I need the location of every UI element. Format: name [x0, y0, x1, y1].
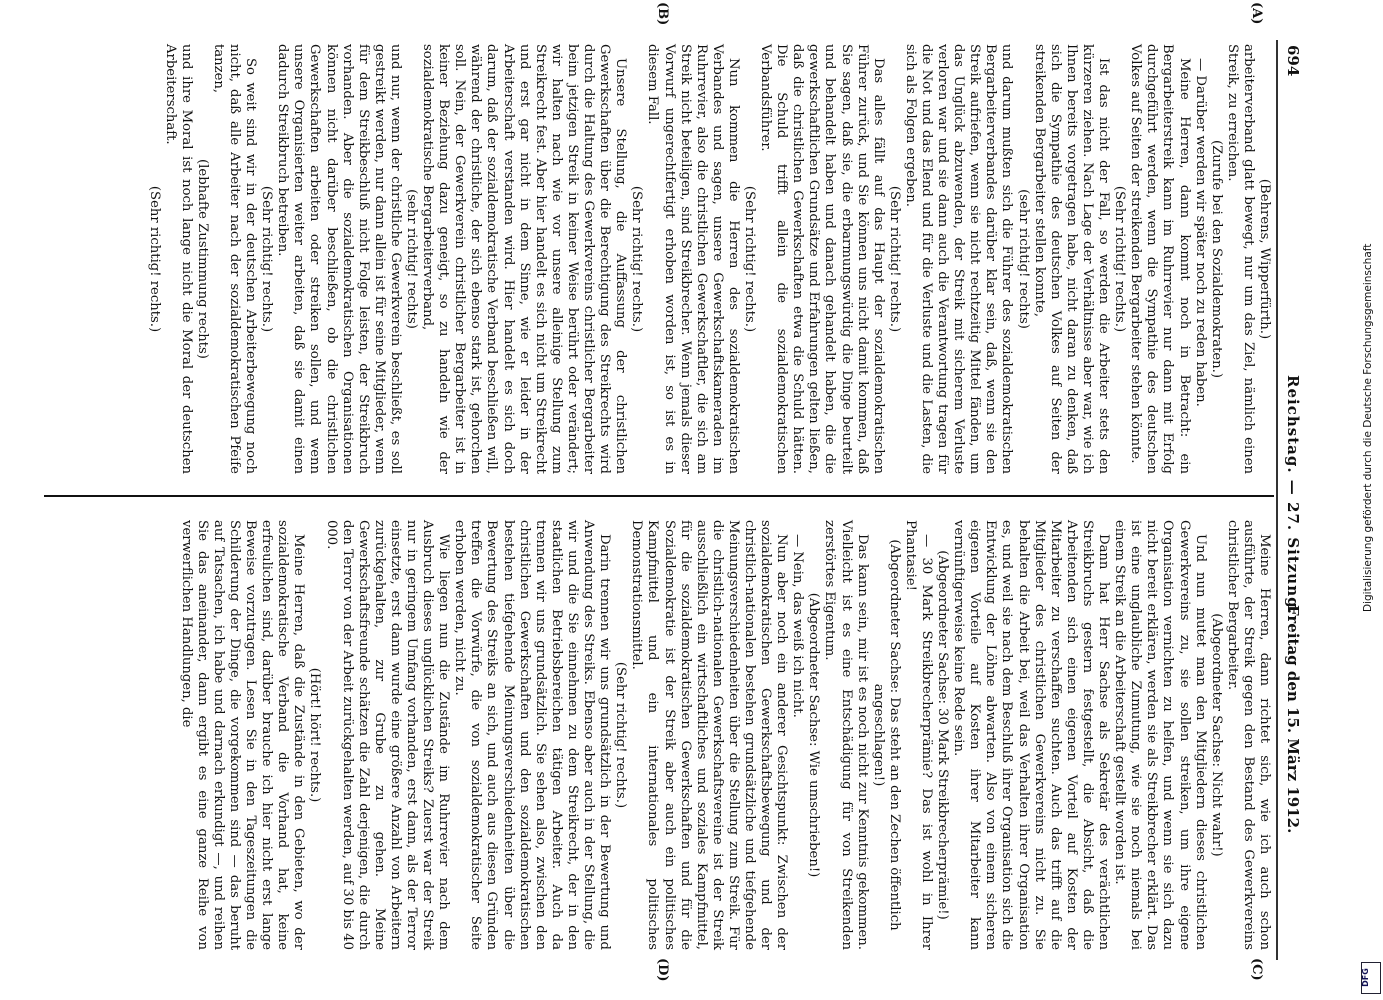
interjection: (Hört! hört! rechts.) [307, 667, 323, 803]
paragraph: Das kann sein, mir ist es noch nicht zur Kenntnis gekommen. Vielleicht ist es eine Entschädigung für von Streikenden zerstörtes Eigentum. [822, 520, 870, 950]
paragraph: Nun aber noch ein anderer Gesichtspunkt: Zwischen der sozialdemokratischen Gewerkschaftsbewegung und der christlich-nationalen bestehen grundsätzliche und tiefgehende Meinungsverschiedenheiten über die Stellung zum Streik. Für die christlich-nationalen Gewerkschaftsvereine ist der Streik ausschließlich ein wirtschaftliches und soziales Kampfmittel, für die sozialdemokratischen Gewerkschaften und für die Sozialdemokratie ist der Streik aber auch ein politisches Kampfmittel und ein internationales politisches Demonstrationsmittel. [629, 520, 790, 950]
interjection: (Sehr richtig! rechts.) [886, 185, 902, 333]
interjection: (Abgeordneter Sachse: Wie umschrieben!) [806, 592, 822, 878]
paragraph: Meine Herren, dann richtet sich, wie ich auch schon ausführte, der Streik gegen den Bestand des Gewerkvereins christlicher Bergarbeiter. [1224, 520, 1272, 950]
interjection: (Abgeordneter Sachse: Nicht wahr!) [1208, 613, 1224, 857]
interjection: (Sehr richtig! rechts.) [259, 185, 275, 333]
paragraph: — Nein, das weiß ich nicht. [790, 534, 806, 718]
paragraph: So weit sind wir in der deutschen Arbeiterbewegung noch nicht, daß alle Arbeiter nach der sozialdemokratischen Pfeife tanzen, [210, 44, 259, 474]
header-date: Freitag den 15. März 1912. [1284, 605, 1302, 834]
paragraph: arbeiterverband glatt bewegt, nur um das Ziel, nämlich einen Streik, zu erreichen. [1224, 44, 1256, 474]
dfg-logo-text: DFG [1360, 968, 1370, 987]
paragraph: — 30 Mark Streikbrecherprämie? Das ist wohl in Ihrer Phantasie! [902, 520, 935, 950]
paragraph: Dann hat Herr Sachse als Sekretär des verächtlichen Streikbruchs gestern festgestellt, die Absicht, daß die Arbeitenden sich einen eigenen Vorteil auf Kosten der Mitarbeiter zu verschaffen suchten. Auch das trifft auf die Mitglieder des christlichen Gewerkvereins nicht zu. Sie behalten die Arbeit bei, weil das Verhalten ihrer Organisation es, und weil sie nach dem Beschluß ihrer Organisation sich die Entwicklung der Löhne abwarten. Also von einem sicheren eigenen Vorteile auf Kosten ihrer Mitarbeiter kann vernünftigerweise keine Rede sein. [951, 520, 1112, 950]
dfg-logo [1361, 962, 1381, 994]
paragraph: Meine Herren, dann kommt noch in Betracht: ein Bergarbeiterstreik kann im Ruhrrevier nur dann mit Erfolg durchgeführt werden, wenn die Sympathie des deutschen Volkes auf Seiten der streikenden Bergarbeiter stehen könnte. [1128, 44, 1192, 474]
interjection: (Sehr richtig! rechts.) [742, 185, 757, 333]
interjection: (sehr richtig! rechts) [1015, 189, 1031, 329]
margin-marker-d: (D) [655, 958, 670, 982]
paragraph: Darin trennen wir uns grundsätzlich in der Bewertung und Anwendung des Streiks. Ebenso aber auch in der Stellung, die wir und die Sie einnehmen zu dem Streikrecht, der in den staatlichen Betriebsbereichen tätigen Arbeiter. Auch da trennen wir uns grundsätzlich. Sie sehen also, zwischen den christlichen Gewerkschaften und den sozialdemokratischen bestehen tiefgehende Meinungsverschiedenheiten über die Bewertung des Streiks an sich, und auch aus diesen Gründen treffen die Vorwürfe, die von sozialdemokratischer Seite erhoben werden, nicht zu. [452, 520, 613, 950]
interjection: (Abgeordneter Sachse: Das steht an den Zechen öffentlich angeschlagen!) [870, 539, 902, 931]
interjection: (Zurufe bei den Sozialdemokraten.) [1208, 139, 1224, 379]
paragraph: Das alles fällt auf das Haupt der sozialdemokratischen Führer zurück, und Sie können uns nicht damit kommen, daß Sie sagen, daß sie, die erbarmungswürdig die Dinge beurteilt und behandelt haben und danach gehandelt haben, die die gewerkschaftlichen Grundsätze und Erfahrungen gelten ließen, daß die christlichen Gewerkschaften etwa die Schuld hätten. Die Schuld trifft allein die sozialdemokratischen Verbandsführer. [758, 44, 886, 474]
paragraph: und darum mußten sich die Führer des sozialdemokratischen Bergarbeiterverbandes darüber klar sein, daß, wenn sie den Streik aufriefen, wenn sie nicht rechtzeitig Mittel fänden, um das Unglück abzuwenden, der Streik mit sicherem Verluste verloren war und sie dann auch die Verantwortung tragen für die Not und das Elend und für die Verluste und die Lasten, die sich als Folgen ergeben. [902, 44, 1015, 474]
right-text-column [178, 520, 1272, 950]
paragraph: und nur, wenn der christliche Gewerkverein beschließt, es soll gestreikt werden, nur dann allein ist für seine Mitglieder, wenn für dem Streikbeschluß nicht Folge leisten, der Streikbruch vorhanden. Aber die sozialdemokratischen Organisationen können nicht darüber beschließen, ob die christlichen Gewerkschaften arbeiten oder streiken sollen, und wenn unsere Organisierten weiter arbeiten, daß sie damit einen dadurch Streikbruch betreiben. [275, 44, 403, 474]
interjection: (Abgeordneter Sachse: 30 Mark Streikbrecherprämie!) [935, 550, 951, 920]
paragraph: Ist das nicht der Fall, so werden die Arbeiter stets den kürzeren ziehen. Nach Lage der Verhältnisse aber war, wie ich Ihnen bereits vorgetragen habe, nicht daran zu denken, daß sich die Sympathie des deutschen Volkes auf Seiten der streikenden Bergarbeiter stellen konnte, [1031, 44, 1112, 474]
left-text-column [145, 44, 1272, 474]
margin-marker-c: (C) [1249, 958, 1264, 981]
paragraph: Nun kommen die Herren des sozialdemokratischen Verbandes und sagen, unsere Gewerkschaftskameraden im Ruhrrevier, also die christlichen Gewerkschaftler, die sich am Streik nicht beteiligen, sind Streikbrecher. Wenn jemals dieser Vorwurf ungerechtfertigt erhoben worden ist, so ist es in diesem Fall. [645, 44, 741, 474]
digitization-credit: Digitalisierung gefördert durch die Deutsche Forschungsgemeinschaft [1362, 243, 1374, 612]
page-number: 694 [1284, 45, 1302, 77]
header-rule [1277, 40, 1279, 960]
column-divider [44, 495, 1274, 497]
header-title: Reichstag. — 27. Sitzung. [1284, 375, 1302, 615]
paragraph: — Darüber werden wir später noch zu reden haben. [1192, 58, 1208, 407]
paragraph: Unsere Stellung, die Auffassung der christlichen Gewerkschaften über die Berechtigung des Streikrechts wird durch die Haltung des Gewerkvereins christlicher Bergarbeiter beim jetzigen Streik in keiner Weise berührt oder verändert; wir halten nach wie vor unsere alleinige Stellung zum Streikrecht fest. Aber hier handelt es sich nicht um Streikrecht und erst gar nicht in dem Sinne, wie er leider in der Arbeiterschaft verstanden wird. Hier handelt es sich doch darum, daß der sozialdemokratische Verband beschließen will, während der christliche, der sich ebenso stark ist, gehorchen soll. Nein, der Gewerkverein christlicher Bergarbeiter ist in keiner Beziehung dazu geneigt, so zu handeln wie der sozialdemokratische Bergarbeiterverband, [420, 44, 629, 474]
paragraph: Wie liegen nun die Zustände im Ruhrrevier nach dem Ausbruch dieses unglücklichen Streiks? Zuerst war der Streik nur in geringem Umfang vorhanden, erst dann, als der Terror einsetzte, erst dann wurde eine größere Anzahl von Arbeitern zurückgehalten, zur Grube zu gehen. Meine Gewerkschaftsfreunde schätzen die Zahl derjenigen, die durch den Terror von der Arbeit zurückgehalten werden, auf 30 bis 40 000. [323, 520, 452, 950]
running-header [1280, 45, 1302, 965]
paragraph: Meine Herren, daß die Zustände in den Gebieten, wo der sozialdemokratische Verband die Vorhand hat, keine erfreulichen sind, darüber brauche ich hier nicht erst lange Beweise vorzutragen. Lesen Sie in den Tageszeitungen die Schilderung der Dinge, die vorgekommen sind — das beruht auf Tatsachen, ich habe und darnach erkundigt —, und reihen Sie das aneinander, dann ergibt es eine ganze Reihe von verwerflichen Handlungen, die [178, 520, 307, 950]
interjection: (Behrens, Wipperfürth.) [1257, 178, 1272, 340]
margin-marker-a: (A) [1249, 2, 1264, 25]
interjection: (Sehr richtig! rechts.) [146, 185, 162, 333]
interjection: (sehr richtig! rechts) [404, 189, 420, 329]
interjection: (Sehr richtig! rechts.) [629, 185, 645, 333]
paragraph: und ihre Moral ist noch lange nicht die Moral der deutschen Arbeiterschaft. [162, 44, 194, 474]
margin-marker-b: (B) [655, 2, 670, 26]
paragraph: Und nun mutet man den Mitgliedern dieses christlichen Gewerkvereins zu, sie sollen streiken, um ihre eigene Organisation vernichten zu helfen, und wenn sie sich dazu nicht bereit erklären, werden sie als Streikbrecher erklärt. Das ist eine unglaubliche Zumutung, wie sie noch niemals bei einem Streik an die Arbeiterschaft gestellt worden ist. [1112, 520, 1208, 950]
interjection: (lebhafte Zustimmung rechts) [194, 159, 210, 359]
interjection: (Sehr richtig! rechts.) [613, 661, 629, 809]
interjection: (Sehr richtig! rechts.) [1112, 185, 1128, 333]
